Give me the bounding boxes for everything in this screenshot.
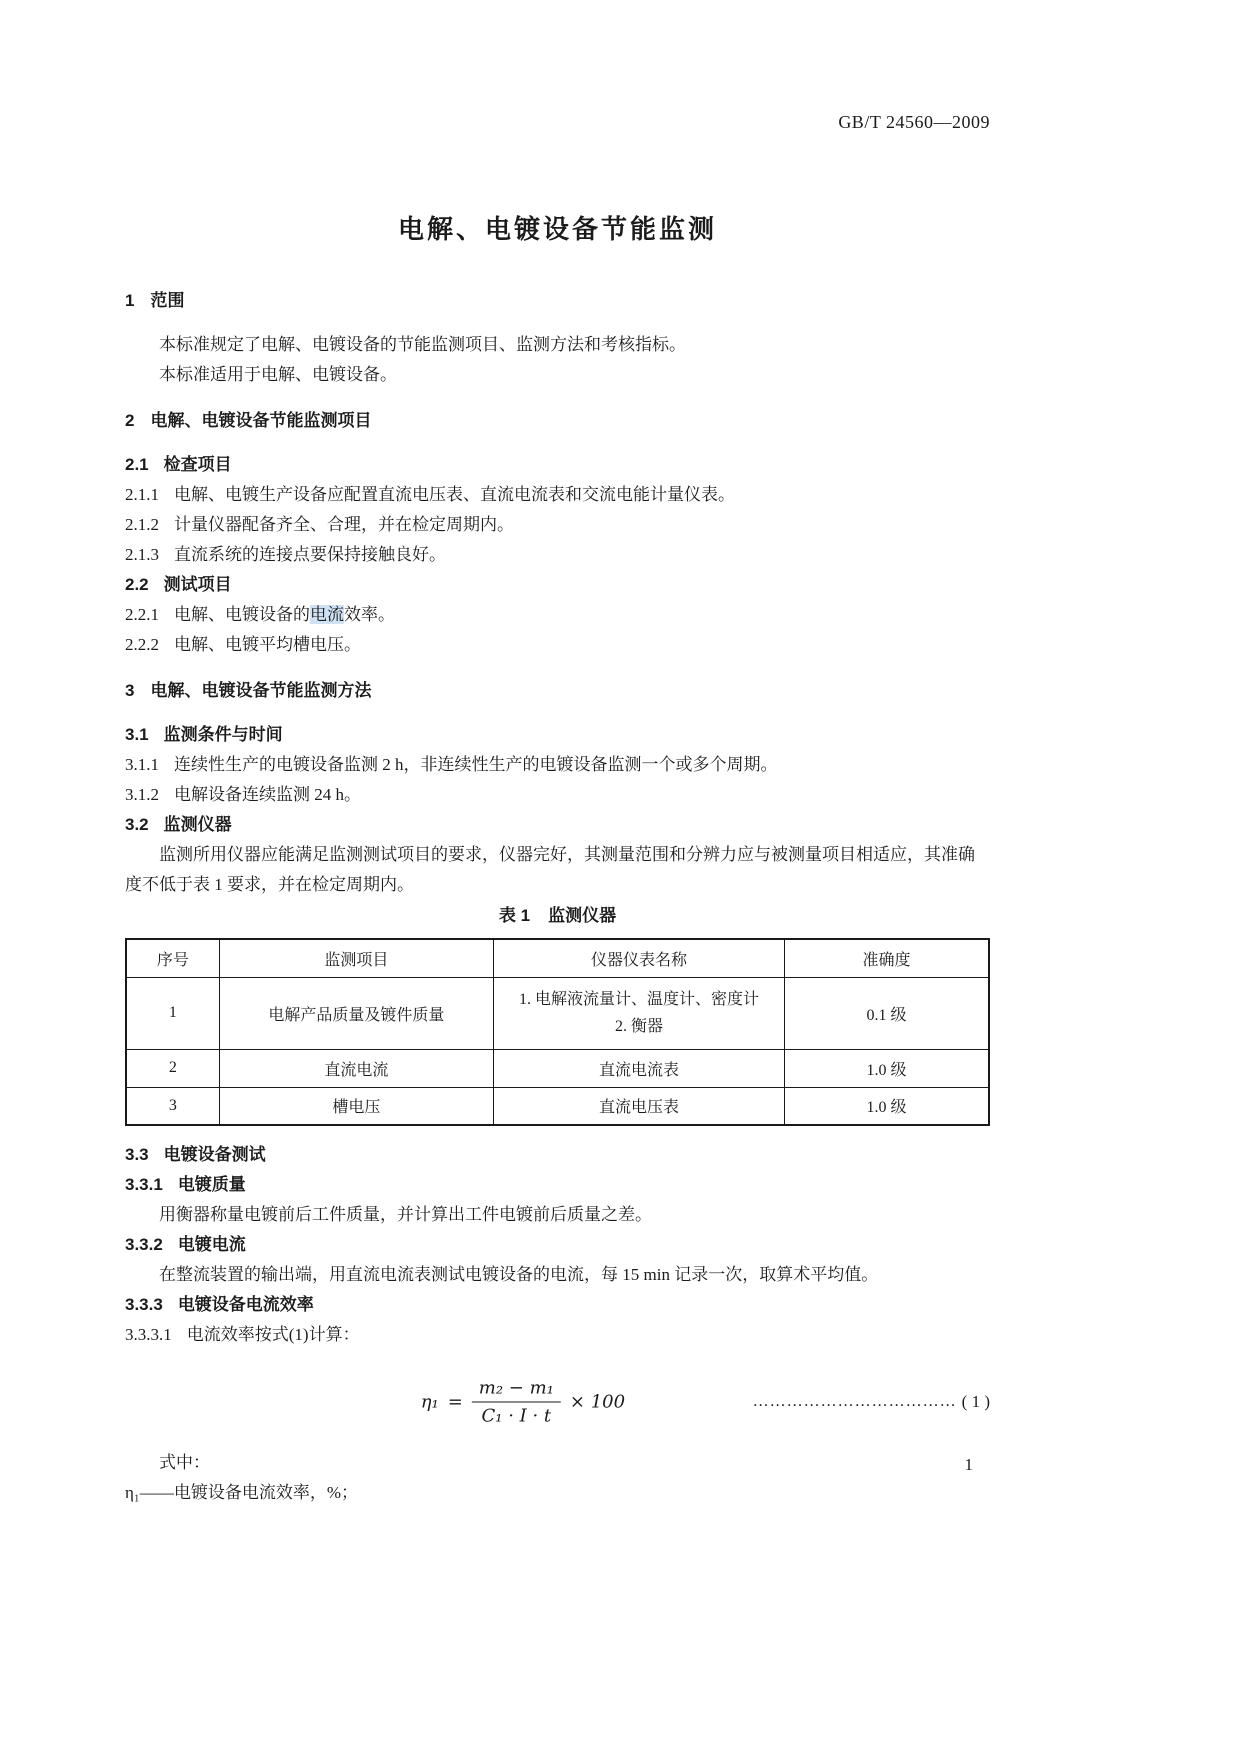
cell-accuracy: 0.1 级	[784, 977, 989, 1049]
clause-number: 3.3.2	[125, 1235, 163, 1254]
clause-text: 计量仪器配备齐全、合理，并在检定周期内。	[174, 515, 514, 534]
table-title: 监测仪器	[548, 906, 617, 925]
table-row	[126, 1087, 989, 1125]
monitoring-instruments-table	[125, 938, 990, 1126]
clause-title: 电镀质量	[177, 1175, 246, 1194]
clause-number: 2.1.3	[125, 545, 159, 564]
eta-symbol: η₁	[420, 1391, 439, 1413]
clause-2-2-2	[125, 630, 990, 660]
equation-number: ( 1 )	[961, 1392, 990, 1411]
clause-2-1-3	[125, 540, 990, 570]
clause-title: 范围	[150, 291, 185, 310]
cell-item: 电解产品质量及镀件质量	[219, 977, 493, 1049]
heading-clause-3-3-3	[125, 1290, 990, 1320]
clause-number: 2	[125, 411, 135, 430]
table-row	[126, 977, 989, 1049]
clause-title: 电镀电流	[177, 1235, 246, 1254]
clause-number: 1	[125, 291, 135, 310]
clause-number: 3.2	[125, 815, 149, 834]
standard-number: GB/T 24560—2009	[838, 112, 990, 132]
heading-clause-3	[125, 676, 990, 706]
clause-3-1-1	[125, 750, 990, 780]
clause-number: 3.1.1	[125, 755, 159, 774]
clause-number: 3.1	[125, 725, 149, 744]
clause-number: 2.2.1	[125, 605, 159, 624]
where-item: η₁——电镀设备电流效率，%；	[125, 1483, 358, 1502]
clause-text: 电解、电镀生产设备应配置直流电压表、直流电流表和交流电能计量仪表。	[174, 485, 735, 504]
clause-number: 2.2.2	[125, 635, 159, 654]
table-row	[126, 1049, 989, 1087]
cell-accuracy: 1.0 级	[784, 1087, 989, 1125]
clause-number: 3.3.3	[125, 1295, 163, 1314]
clause-title: 电解、电镀设备节能监测项目	[150, 411, 372, 430]
clause-text: 电解设备连续监测 24 h。	[174, 785, 361, 804]
heading-clause-2-1	[125, 450, 990, 480]
clause-number: 2.1	[125, 455, 149, 474]
multiplier: × 100	[569, 1391, 626, 1413]
paragraph-3-3-1: 用衡器称量电镀前后工件质量，并计算出工件电镀前后质量之差。	[159, 1205, 652, 1224]
cell-accuracy: 1.0 级	[784, 1049, 989, 1087]
clause-title: 测试项目	[163, 575, 232, 594]
paragraph-3-2: 监测所用仪器应能满足监测测试项目的要求，仪器完好，其测量范围和分辨力应与被测量项目相适应，其准确度不低于表 1 要求，并在检定周期内。	[125, 845, 975, 894]
clause-3-1-2	[125, 780, 990, 810]
clause-number: 2.1.2	[125, 515, 159, 534]
equation-1	[421, 1378, 625, 1427]
heading-clause-2-2	[125, 570, 990, 600]
clause-number: 3.3	[125, 1145, 149, 1164]
column-header: 监测项目	[219, 939, 493, 977]
table-caption	[125, 902, 990, 930]
cell-item: 直流电流	[219, 1049, 493, 1087]
column-header: 序号	[126, 939, 219, 977]
cell-instrument: 直流电流表	[494, 1049, 785, 1087]
clause-text: 电解、电镀设备的电流效率。	[174, 605, 395, 624]
table-header-row	[126, 939, 989, 977]
clause-2-2-1	[125, 600, 990, 630]
clause-number: 3.1.2	[125, 785, 159, 804]
clause-number: 3	[125, 681, 135, 700]
table-label: 表 1	[498, 906, 531, 925]
column-header: 仪器仪表名称	[494, 939, 785, 977]
clause-title: 监测仪器	[163, 815, 232, 834]
clause-2-1-2	[125, 510, 990, 540]
heading-clause-3-3	[125, 1140, 990, 1170]
clause-title: 检查项目	[163, 455, 232, 474]
cell-no: 3	[126, 1087, 219, 1125]
formula-block	[125, 1364, 990, 1440]
heading-clause-3-2	[125, 810, 990, 840]
clause-3-3-3-1	[125, 1320, 990, 1350]
heading-clause-3-3-2	[125, 1230, 990, 1260]
paragraph-scope-2: 本标准适用于电解、电镀设备。	[159, 365, 397, 384]
equals-sign: =	[447, 1391, 463, 1413]
cell-item: 槽电压	[219, 1087, 493, 1125]
heading-clause-2	[125, 406, 990, 436]
clause-text: 电流效率按式(1)计算：	[186, 1325, 360, 1344]
clause-title: 电解、电镀设备节能监测方法	[150, 681, 372, 700]
clause-number: 3.3.3.1	[125, 1325, 172, 1344]
clause-number: 2.2	[125, 575, 149, 594]
fraction	[472, 1378, 561, 1427]
cell-instrument: 1. 电解液流量计、温度计、密度计 2. 衡器	[494, 977, 785, 1049]
clause-title: 电镀设备电流效率	[177, 1295, 314, 1314]
clause-text: 电解、电镀平均槽电压。	[174, 635, 361, 654]
paragraph-scope-1: 本标准规定了电解、电镀设备的节能监测项目、监测方法和考核指标。	[159, 335, 686, 354]
clause-number: 2.1.1	[125, 485, 159, 504]
clause-title: 电镀设备测试	[163, 1145, 266, 1164]
cell-no: 1	[126, 977, 219, 1049]
clause-text: 直流系统的连接点要保持接触良好。	[174, 545, 446, 564]
clause-number: 3.3.1	[125, 1175, 163, 1194]
clause-text: 连续性生产的电镀设备监测 2 h，非连续性生产的电镀设备监测一个或多个周期。	[174, 755, 778, 774]
cell-instrument: 直流电压表	[494, 1087, 785, 1125]
paragraph-3-3-2: 在整流装置的输出端，用直流电流表测试电镀设备的电流，每 15 min 记录一次，取算术平均值。	[159, 1265, 879, 1284]
column-header: 准确度	[784, 939, 989, 977]
heading-clause-1	[125, 286, 990, 316]
fraction-numerator: m₂ − m₁	[472, 1378, 561, 1403]
equation-reference	[753, 1392, 990, 1412]
heading-clause-3-1	[125, 720, 990, 750]
page-number: 1	[964, 1455, 973, 1474]
document-title: 电解、电镀设备节能监测	[397, 214, 717, 244]
highlighted-text: 电流	[310, 605, 344, 624]
fraction-denominator: C₁ · I · t	[481, 1405, 552, 1427]
leader-dots: ………………………………	[752, 1393, 957, 1410]
clause-title: 监测条件与时间	[163, 725, 283, 744]
cell-no: 2	[126, 1049, 219, 1087]
clause-2-1-1	[125, 480, 990, 510]
where-label: 式中：	[159, 1453, 210, 1472]
heading-clause-3-3-1	[125, 1170, 990, 1200]
